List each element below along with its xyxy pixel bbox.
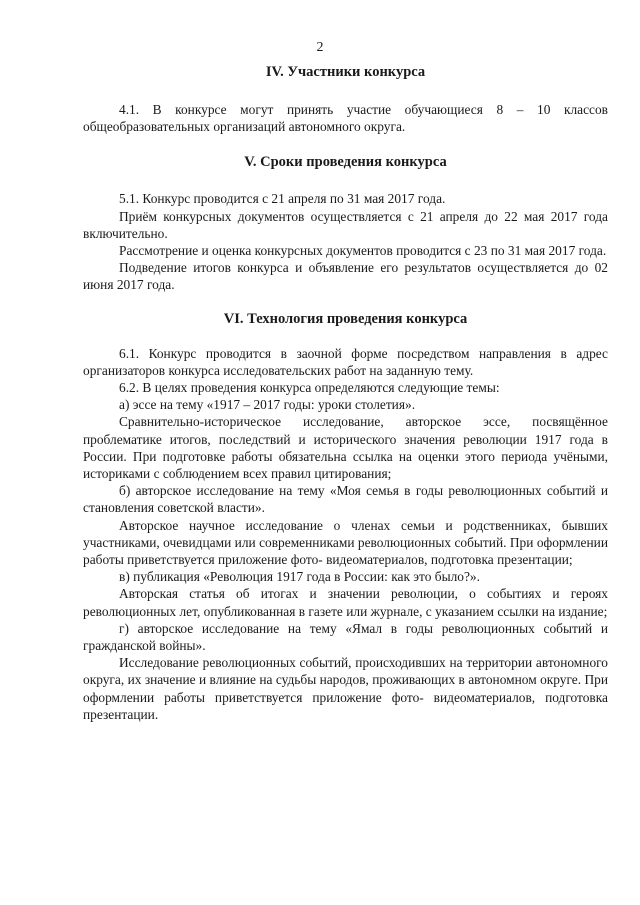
- paragraph-documents-review: Рассмотрение и оценка конкурсных документов проводится с 23 по 31 мая 2017 года.: [119, 243, 607, 259]
- page-number: 2: [316, 40, 324, 55]
- paragraph-6-1: 6.1. Конкурс проводится в заочной форме посредством направления в адрес организаторов конкурса исследовательских работ на заданную тему.: [83, 345, 608, 378]
- topic-g-description: Исследование революционных событий, происходивших на территории автономного округа, их значение и влияние на судьбы народов, проживающих в автономном округе. При оформлении работы приветствуется приложение фото- видеоматериалов, подготовка презентации.: [83, 655, 608, 722]
- paragraph-5-1: 5.1. Конкурс проводится с 21 апреля по 31 мая 2017 года.: [119, 191, 446, 207]
- topic-b-description: Авторское научное исследование о членах семьи и родственниках, бывших участниками, очевидцами или современниками революционных событий. При оформлении работы приветствуется приложение фото- видеоматериалов, подготовка презентации;: [83, 517, 608, 568]
- topic-v-description: Авторская статья об итогах и значении революции, о событиях и героях революционных лет, опубликованная в газете или журнале, с указанием ссылки на издание;: [83, 586, 608, 619]
- section-title-dates: V. Сроки проведения конкурса: [244, 154, 447, 171]
- paragraph-documents-intake: Приём конкурсных документов осуществляется с 21 апреля до 22 мая 2017 года включительно.: [83, 208, 608, 241]
- paragraph-6-2: 6.2. В целях проведения конкурса определяются следующие темы:: [119, 380, 500, 396]
- topic-b-title: б) авторское исследование на тему «Моя семья в годы революционных событий и становления советской власти».: [83, 483, 608, 516]
- section-participants: [83, 62, 608, 135]
- paragraph-4-1: 4.1. В конкурсе могут принять участие обучающиеся 8 – 10 классов общеобразовательных организаций автономного округа.: [83, 102, 608, 135]
- topic-a-description: Сравнительно-историческое исследование, авторское эссе, посвящённое проблематике итогов, последствий и исторического значения революции 1917 года в России. При подготовке работы обязательна ссылка на оценки этого периода учёными, историками с соблюдением всех правил цитирования;: [83, 414, 608, 482]
- topic-g-title: г) авторское исследование на тему «Ямал в годы революционных событий и гражданской войны».: [83, 620, 608, 654]
- paragraph-results: Подведение итогов конкурса и объявление его результатов осуществляется до 02 июня 2017 года.: [83, 260, 608, 293]
- topic-a-title: а) эссе на тему «1917 – 2017 годы: уроки столетия».: [119, 397, 416, 413]
- document-body: [83, 62, 608, 723]
- section-technology: [83, 309, 608, 723]
- section-dates: [83, 152, 608, 293]
- section-title-participants: IV. Участники конкурса: [265, 64, 426, 80]
- section-title-technology: VI. Технология проведения конкурса: [223, 310, 468, 327]
- topic-v-title: в) публикация «Революция 1917 года в России: как это было?».: [119, 569, 480, 585]
